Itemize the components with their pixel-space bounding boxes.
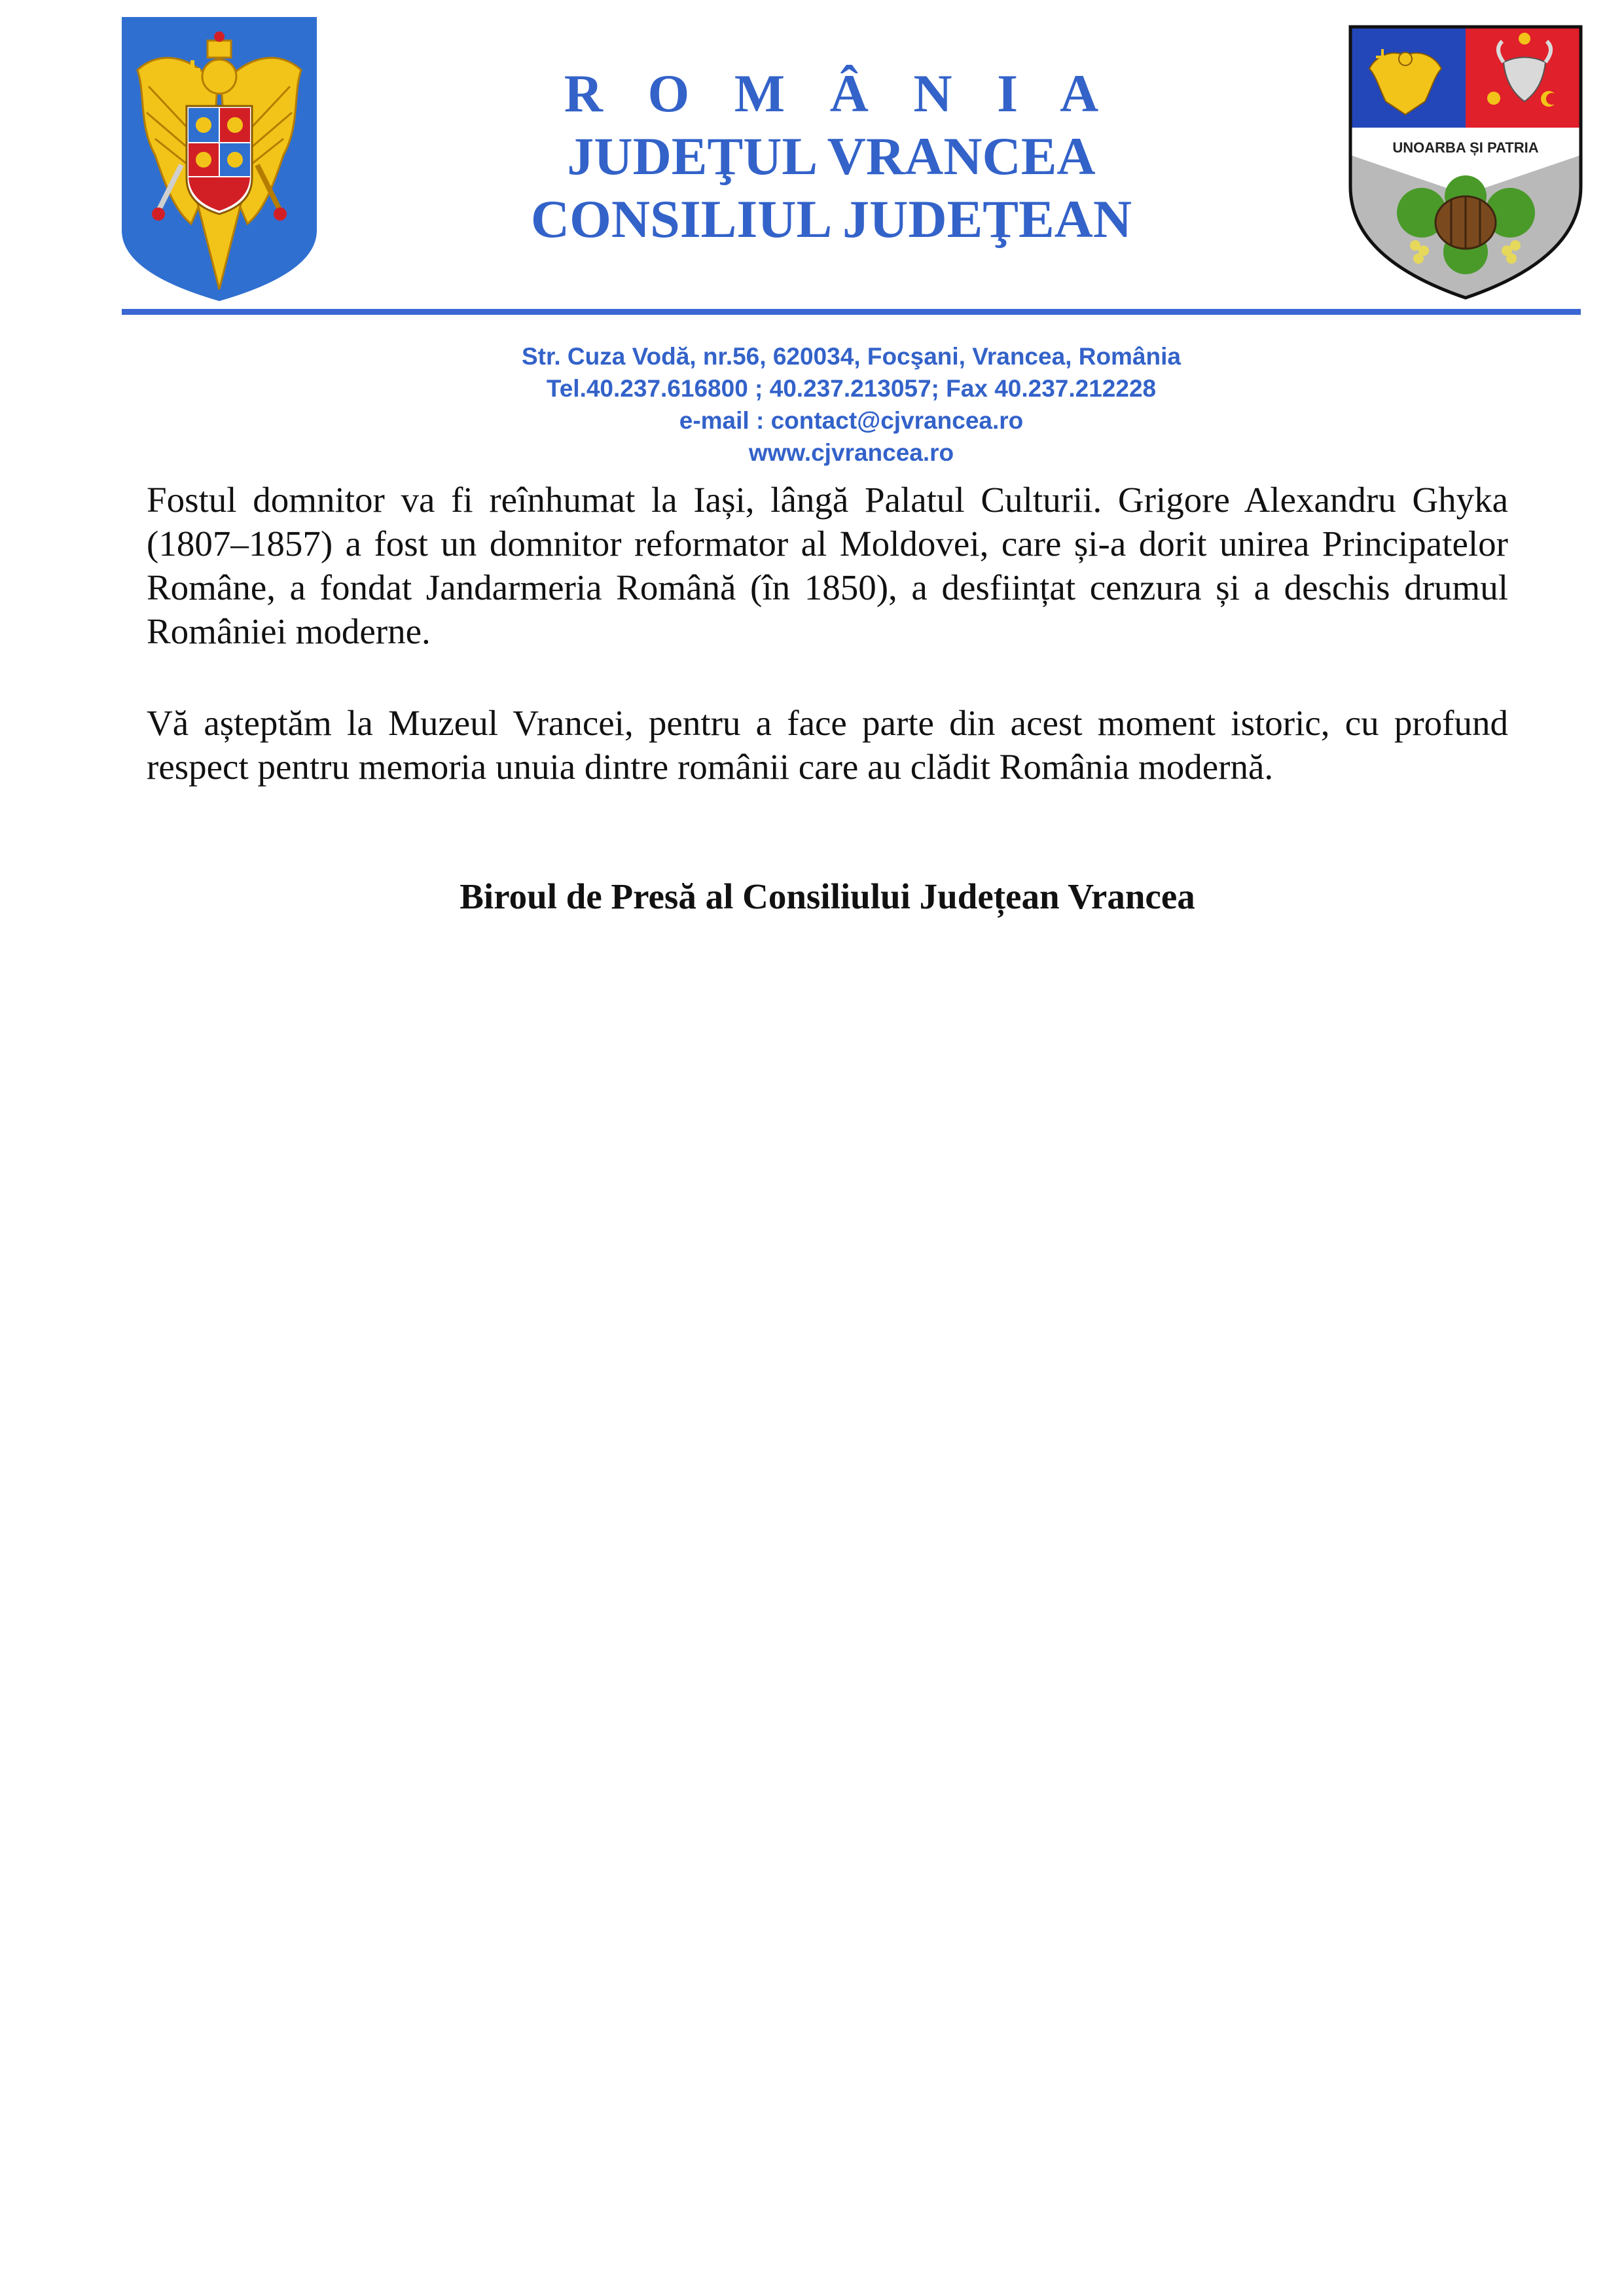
country-name: R O M Â N I A	[564, 63, 1115, 123]
press-office-signature: Biroul de Presă al Consiliului Județean Vrancea	[460, 876, 1195, 916]
council-name: CONSILIUL JUDEŢEAN	[530, 189, 1132, 249]
body-paragraph-2: Vă așteptăm la Muzeul Vrancei, pentru a face parte din acest moment istoric, cu profund respect pentru memoria unuia dintre românii care au clădit România modernă.	[147, 703, 1508, 787]
contact-email: e-mail : contact@cjvrancea.ro	[679, 407, 1024, 434]
crest-motto: UNOARBA ȘI PATRIA	[1392, 139, 1539, 156]
vrancea-coat-of-arms-icon	[1346, 23, 1585, 302]
contact-phone: Tel.40.237.616800 ; 40.237.213057; Fax 40.237.212228	[546, 375, 1157, 402]
county-name: JUDEŢUL VRANCEA	[567, 126, 1096, 186]
header-title	[367, 62, 1296, 251]
romania-coat-of-arms-icon	[119, 14, 319, 304]
contact-website: www.cjvrancea.ro	[748, 439, 954, 466]
contact-address: Str. Cuza Vodă, nr.56, 620034, Focşani, Vrancea, România	[522, 343, 1181, 370]
body-paragraph-1: Fostul domnitor va fi reînhumat la Iași, lângă Palatul Culturii. Grigore Alexandru Ghyka (1807–1857) a fost un domnitor reformator al Moldovei, care și-a dorit unirea Principatelor Române, a fondat Jandarmeria Română (în 1850), a desființat cenzura și a deschis drumul României moderne.	[147, 480, 1508, 651]
header-divider	[122, 309, 1581, 315]
contact-block	[122, 340, 1581, 469]
